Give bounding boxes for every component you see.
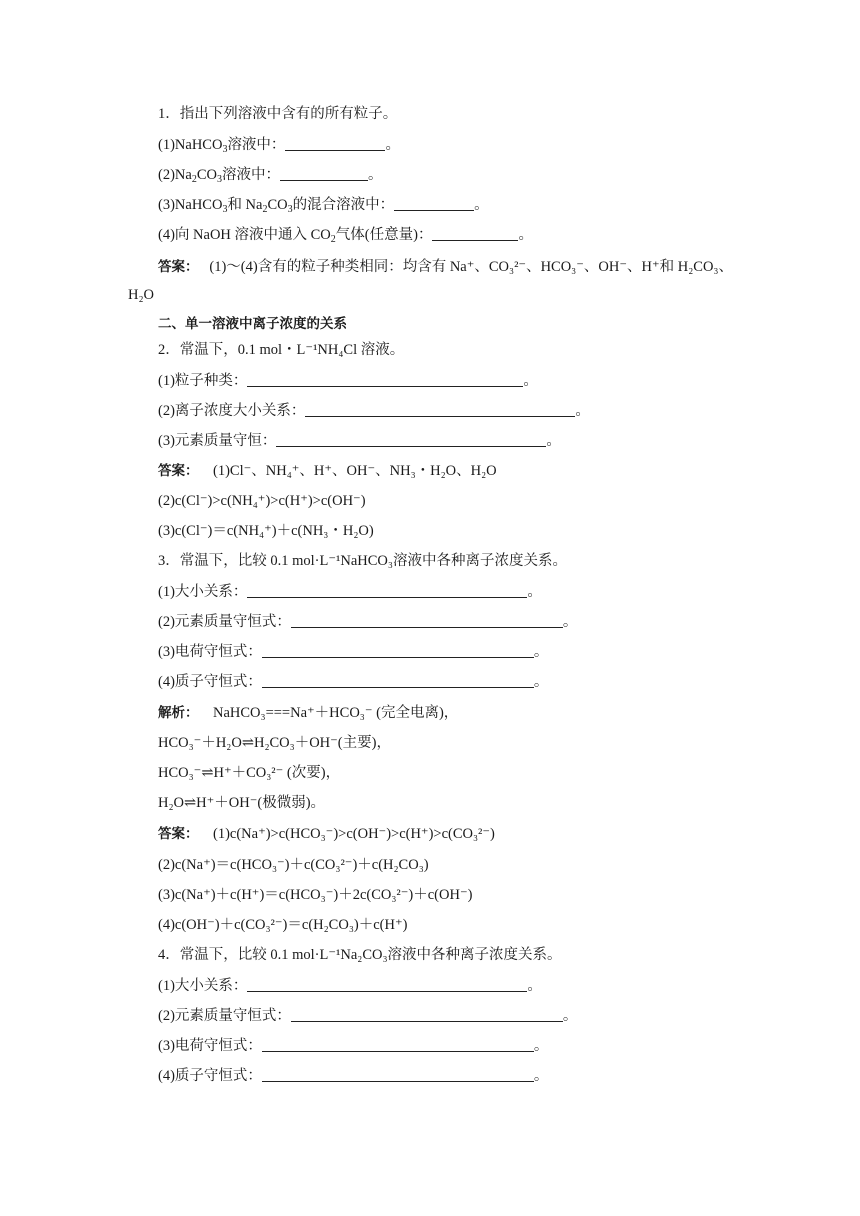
answer-blank[interactable] (262, 1037, 534, 1052)
answer-blank[interactable] (305, 402, 575, 417)
q2-answer-1 (158, 461, 497, 481)
answer-blank[interactable] (247, 372, 523, 387)
answer-blank[interactable] (291, 613, 563, 628)
q4-item-3: (3)电荷守恒式： 。 (158, 1038, 549, 1054)
analysis-label: 解析： (158, 705, 199, 721)
q3-answer-2: (2)c(Na⁺)＝c(HCO₃⁻)＋c(CO₃²⁻)＋c(H₂CO₃) (158, 857, 429, 873)
answer-blank[interactable] (285, 136, 385, 151)
answer-blank[interactable] (262, 673, 534, 688)
q2-answer-3: (3)c(Cl⁻)＝c(NH₄⁺)＋c(NH₃・H₂O) (158, 523, 374, 539)
answer-blank[interactable] (291, 1007, 563, 1022)
answer-blank[interactable] (262, 1067, 534, 1082)
q3-item-2: (2)元素质量守恒式： 。 (158, 614, 578, 630)
q2-item-3: (3)元素质量守恒： 。 (158, 433, 561, 449)
q3-answer-4: (4)c(OH⁻)＋c(CO₃²⁻)＝c(H₂CO₃)＋c(H⁺) (158, 917, 408, 933)
q3-answer-3: (3)c(Na⁺)＋c(H⁺)＝c(HCO₃⁻)＋2c(CO₃²⁻)＋c(OH⁻) (158, 887, 473, 903)
q1-item-2: $(2)Na_2CO_3$溶液中： 。 (158, 167, 383, 185)
q3-answer-1 (158, 824, 495, 844)
q2-item-2: (2)离子浓度大小关系： 。 (158, 403, 590, 419)
answer-text: (1)～(4)含有的粒子种类相同：均含有 Na⁺、CO₃²⁻、HCO₃⁻、OH⁻、H⁺和 H₂CO₃、 (209, 259, 733, 275)
answer-blank[interactable] (394, 196, 474, 211)
q1-answer-line-1 (158, 257, 733, 277)
q3-item-3: (3)电荷守恒式： 。 (158, 644, 549, 660)
q2-item-1: (1)粒子种类： 。 (158, 373, 538, 389)
q4-item-4: (4)质子守恒式： 。 (158, 1068, 549, 1084)
answer-blank[interactable] (262, 643, 534, 658)
q3-analysis-3: HCO₃⁻⇌H⁺＋CO₃²⁻ (次要)， (158, 765, 341, 781)
q2-title: 2．常温下，0.1 mol・L⁻¹NH₄Cl 溶液。 (158, 342, 405, 358)
q1-answer-line-2: H₂O (128, 287, 154, 303)
q3-item-1: (1)大小关系： 。 (158, 584, 542, 600)
q1-item-4: (4)向 NaOH 溶液中通入 $CO_2$气体(任意量)： 。 (158, 227, 533, 245)
answer-text: (1)c(Na⁺)>c(HCO₃⁻)>c(OH⁻)>c(H⁺)>c(CO₃²⁻) (213, 826, 495, 842)
answer-text: (1)Cl⁻、NH₄⁺、H⁺、OH⁻、NH₃・H₂O、H₂O (213, 463, 497, 479)
q4-item-1: (1)大小关系： 。 (158, 978, 542, 994)
answer-label: 答案： (158, 463, 199, 479)
q3-analysis-1 (158, 703, 458, 723)
answer-blank[interactable] (247, 583, 527, 598)
q3-analysis-2: HCO₃⁻＋H₂O⇌H₂CO₃＋OH⁻(主要)， (158, 735, 391, 751)
answer-blank[interactable] (280, 166, 368, 181)
analysis-text: NaHCO₃===Na⁺＋HCO₃⁻ (完全电离)， (213, 705, 459, 721)
answer-blank[interactable] (247, 977, 527, 992)
section-heading: 二、单一溶液中离子浓度的关系 (158, 316, 347, 332)
q4-title: 4．常温下，比较 0.1 mol·L⁻¹Na₂CO₃溶液中各种离子浓度关系。 (158, 947, 562, 963)
answer-blank[interactable] (432, 226, 518, 241)
answer-blank[interactable] (276, 432, 546, 447)
q3-title: 3．常温下，比较 0.1 mol·L⁻¹NaHCO₃溶液中各种离子浓度关系。 (158, 553, 567, 569)
answer-label: 答案： (158, 826, 199, 842)
q1-title: 1．指出下列溶液中含有的所有粒子。 (158, 106, 398, 122)
q1-item-1: (1)NaHCO$_3$溶液中： 。 (158, 137, 400, 155)
answer-label: 答案： (158, 259, 199, 275)
q2-answer-2: (2)c(Cl⁻)>c(NH₄⁺)>c(H⁺)>c(OH⁻) (158, 493, 366, 509)
q1-item-3: (3)NaHCO$_3$和 $Na_2CO_3$的混合溶液中： 。 (158, 197, 489, 215)
q3-item-4: (4)质子守恒式： 。 (158, 674, 549, 690)
q3-analysis-4: H₂O⇌H⁺＋OH⁻(极微弱)。 (158, 795, 326, 811)
q4-item-2: (2)元素质量守恒式： 。 (158, 1008, 578, 1024)
